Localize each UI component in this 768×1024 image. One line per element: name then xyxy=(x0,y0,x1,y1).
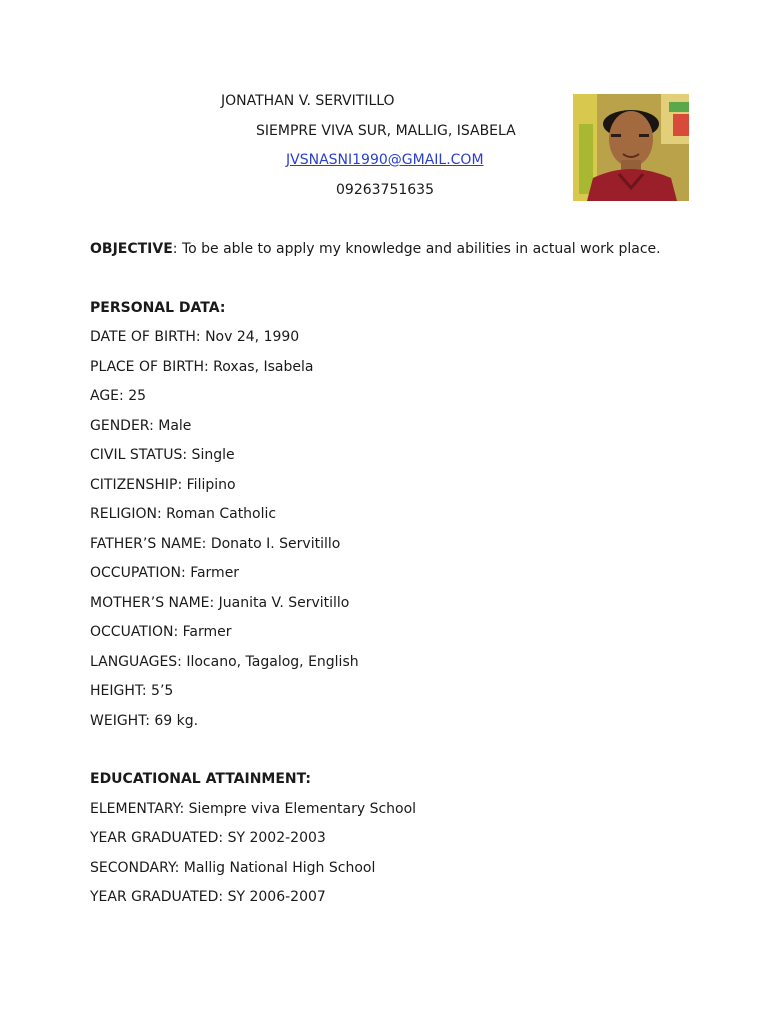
personal-data-item: OCCUPATION: Farmer xyxy=(90,565,240,581)
education-item: ELEMENTARY: Siempre viva Elementary School xyxy=(90,801,417,817)
personal-data-item: PLACE OF BIRTH: Roxas, Isabela xyxy=(90,359,314,375)
objective-line xyxy=(90,240,661,258)
objective-label: OBJECTIVE xyxy=(90,241,173,257)
applicant-name: JONATHAN V. SERVITILLO xyxy=(221,93,395,109)
education-item: YEAR GRADUATED: SY 2006-2007 xyxy=(90,889,326,905)
education-item: YEAR GRADUATED: SY 2002-2003 xyxy=(90,830,326,846)
applicant-address: SIEMPRE VIVA SUR, MALLIG, ISABELA xyxy=(256,123,516,139)
personal-data-item: HEIGHT: 5’5 xyxy=(90,683,174,699)
objective-text: : To be able to apply my knowledge and abilities in actual work place. xyxy=(172,241,661,257)
personal-data-item: FATHER’S NAME: Donato I. Servitillo xyxy=(90,536,341,552)
personal-data-item: CITIZENSHIP: Filipino xyxy=(90,477,236,493)
personal-data-heading: PERSONAL DATA: xyxy=(90,300,226,316)
education-heading: EDUCATIONAL ATTAINMENT: xyxy=(90,771,312,787)
email-link[interactable]: JVSNASNI1990@GMAIL.COM xyxy=(286,152,484,168)
personal-data-item: MOTHER’S NAME: Juanita V. Servitillo xyxy=(90,595,350,611)
personal-data-item: AGE: 25 xyxy=(90,388,147,404)
personal-data-item: DATE OF BIRTH: Nov 24, 1990 xyxy=(90,329,300,345)
phone-number: 09263751635 xyxy=(336,182,434,198)
personal-data-item: WEIGHT: 69 kg. xyxy=(90,713,199,729)
personal-data-item: LANGUAGES: Ilocano, Tagalog, English xyxy=(90,654,359,670)
personal-data-item: OCCUATION: Farmer xyxy=(90,624,232,640)
applicant-photo xyxy=(573,94,689,201)
personal-data-item: CIVIL STATUS: Single xyxy=(90,447,235,463)
personal-data-item: RELIGION: Roman Catholic xyxy=(90,506,277,522)
personal-data-item: GENDER: Male xyxy=(90,418,192,434)
education-item: SECONDARY: Mallig National High School xyxy=(90,860,376,876)
